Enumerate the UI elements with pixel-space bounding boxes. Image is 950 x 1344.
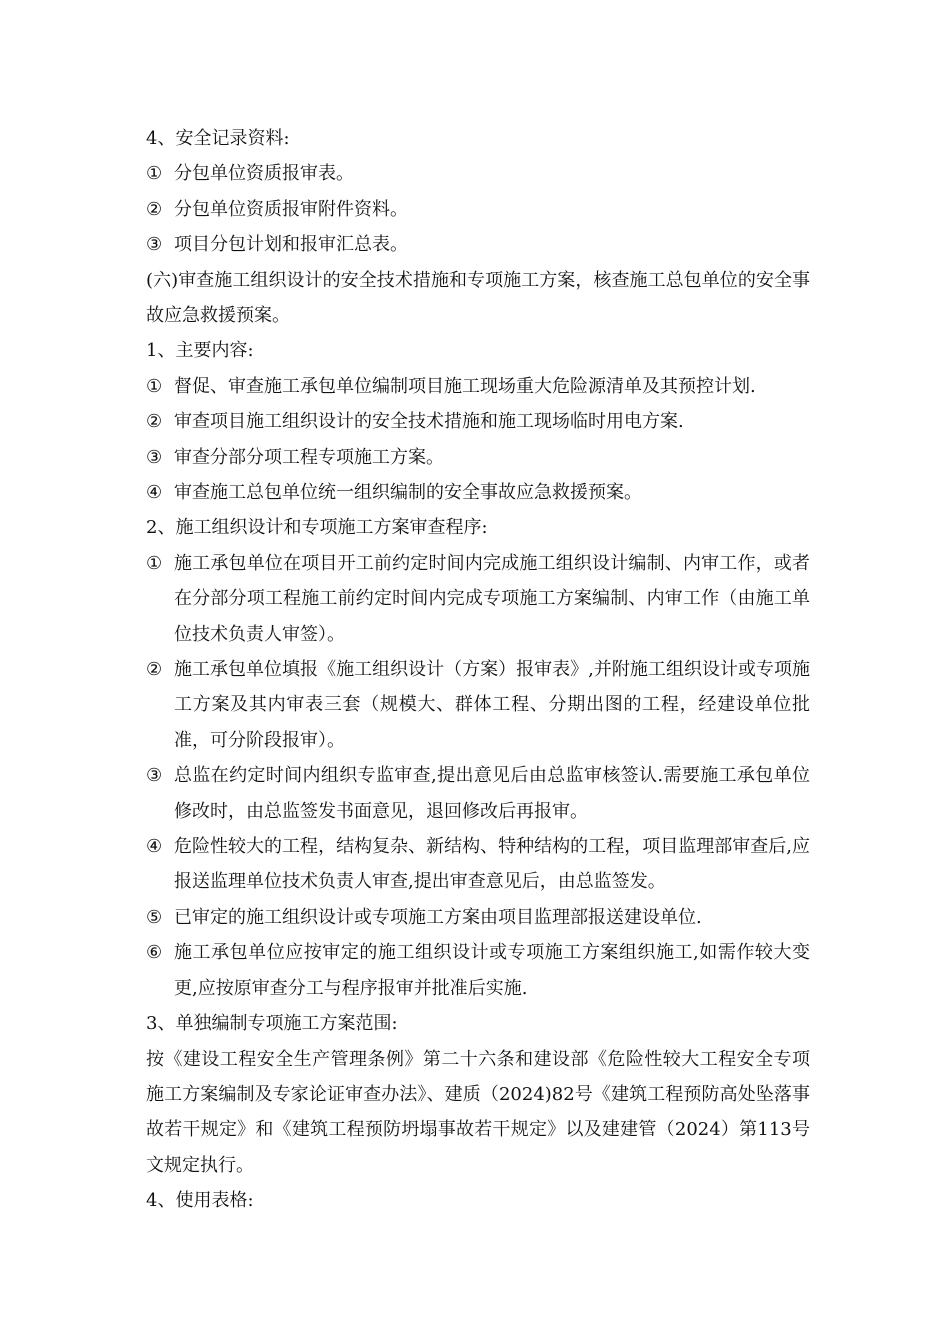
section-heading-safety-records: 4、安全记录资料:: [146, 128, 290, 149]
list-item: [146, 475, 810, 510]
list-item: [146, 935, 810, 1006]
list-item: [146, 227, 810, 262]
list-number: ③: [146, 765, 163, 787]
document-body: [146, 121, 810, 1219]
list-text: 已审定的施工组织设计或专项施工方案由项目监理部报送建设单位.: [174, 906, 702, 928]
section-heading-forms: 4、使用表格:: [146, 1190, 254, 1212]
list-number: ③: [146, 234, 163, 256]
list-text: 总监在约定时间内组织专监审查,提出意见后由总监审核签认.需要施工承包单位修改时，由总监签发书面意见，退回修改后再报审。: [174, 765, 810, 822]
list-number: ①: [146, 163, 163, 185]
list-text: 审查施工总包单位统一组织编制的安全事故应急救援预案。: [174, 482, 642, 504]
list-item: [146, 192, 810, 227]
list-item: [146, 404, 810, 439]
scope-paragraph: 按《建设工程安全生产管理条例》第二十六条和建设部《危险性较大工程安全专项施工方案编制及专家论证审查办法》、建质（2024)82号《建筑工程预防高处坠落事故若干规定》和《建筑工程预防坍塌事故若干规定》以及建建管（2024）第113号文规定执行。: [146, 1048, 810, 1176]
list-item: [146, 758, 810, 829]
section-heading-procedure: 2、施工组织设计和专项施工方案审查程序:: [146, 517, 488, 539]
list-text: 施工承包单位填报《施工组织设计（方案）报审表》,并附施工组织设计或专项施工方案及其内审表三套（规模大、群体工程、分期出图的工程，经建设单位批准，可分阶段报审）。: [174, 659, 810, 751]
list-number: ③: [146, 446, 163, 468]
list-item: [146, 546, 810, 652]
list-text: 危险性较大的工程，结构复杂、新结构、特种结构的工程，项目监理部审查后,应报送监理单位技术负责人审查,提出审查意见后，由总监签发。: [174, 836, 810, 893]
list-number: ①: [146, 375, 163, 397]
list-number: ①: [146, 552, 163, 574]
list-number: ④: [146, 836, 163, 858]
list-text: 施工承包单位在项目开工前约定时间内完成施工组织设计编制、内审工作，或者在分部分项工程施工前约定时间内完成专项施工方案编制、内审工作（由施工单位技术负责人审签）。: [174, 552, 810, 645]
list-item: [146, 369, 810, 404]
list-number: ⑤: [146, 906, 163, 928]
list-item: [146, 652, 810, 758]
list-text: 分包单位资质报审表。: [174, 163, 354, 185]
list-number: ②: [146, 659, 163, 681]
list-text: 分包单位资质报审附件资料。: [174, 198, 408, 220]
list-number: ⑥: [146, 942, 163, 964]
list-item: [146, 900, 810, 935]
list-text: 督促、审查施工承包单位编制项目施工现场重大危险源清单及其预控计划.: [174, 375, 756, 397]
list-item: [146, 156, 810, 191]
list-number: ④: [146, 482, 163, 504]
list-text: 审查项目施工组织设计的安全技术措施和施工现场临时用电方案.: [174, 411, 684, 433]
list-text: 施工承包单位应按审定的施工组织设计或专项施工方案组织施工,如需作较大变更,应按原审查分工与程序报审并批准后实施.: [174, 942, 810, 999]
list-text: 项目分包计划和报审汇总表。: [174, 234, 408, 256]
list-number: ②: [146, 411, 163, 433]
list-number: ②: [146, 198, 163, 220]
list-text: 审查分部分项工程专项施工方案。: [174, 446, 444, 468]
list-item: [146, 440, 810, 475]
section-heading-main-content: 1、主要内容:: [146, 340, 254, 362]
section-heading-scope: 3、单独编制专项施工方案范围:: [146, 1013, 398, 1035]
section-heading-review: (六)审查施工组织设计的安全技术措施和专项施工方案，核查施工总包单位的安全事故应急救援预案。: [146, 269, 810, 327]
list-item: [146, 829, 810, 900]
